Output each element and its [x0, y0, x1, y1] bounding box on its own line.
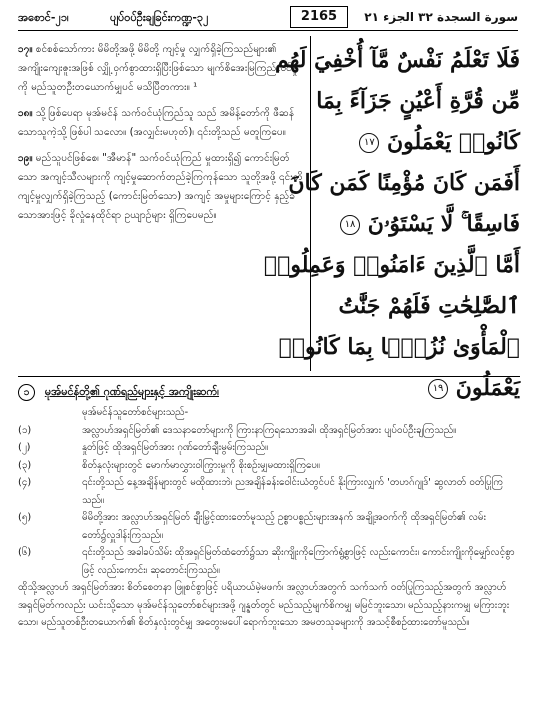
page-number: 2165 — [290, 6, 348, 28]
verse-number: ၁၉။ — [18, 153, 33, 164]
arabic-line — [318, 368, 520, 409]
notes-divider — [18, 376, 520, 377]
notes-title: မုအ်မင်န်တို့၏ ဂုဏ်ရည်များနှင့် အကျိုးဆက်၊ — [44, 385, 220, 398]
arabic-column — [263, 40, 520, 409]
note-item-text: ၎င်းတို့သည် နေ့အချိန်များတွင် မထိုထားဘဲ၊ ညအချိန်ခန်းဝေါင်းယံတွင်ပင် နိုးကြားလျှက် 'တဟဂ်ဂျုဒ်' ဆွလာတ် ဝတ်ပြုကြသည်။ — [82, 477, 503, 506]
notes-heading — [18, 384, 219, 401]
notes-paragraph: ထိုသို့အလ္လာဟ် အရှင်မြတ်အား စိတ်စေတနာ ဖြူစင်စွာဖြင့် ပရိယာယ်မဲ့မဖက်၊ အလ္လာဟ်အတွက် သက်သက် ဝတ်ပြုကြသည့်အတွက် အလ္လာဟ်အရှင်မြတ်ကလည်း ယင်းသို့သော မုအ်မင်န်သူတော်စင်များအဖို့ ဂျန္နတ်တွင် မည်သည့်မျက်စိကမျှ မမြင်ဘူးသော၊ မည်သည့်နားကမျှ မကြားဘူးသော၊ မည်သူတစ်ဦးတယောက်၏ စိတ်နှလုံးတွင်မျှ အတွေးမပေါ်ရောက်ဘူးသော အမတသုခများကို အသင့်စီစဉ်ထားတော်မူသည်။ — [18, 582, 510, 628]
verse-translation — [18, 149, 308, 225]
verse-number: ၁၈။ — [18, 108, 33, 119]
verse-number: ၁၇။ — [18, 44, 33, 55]
arabic-line: أَفَمَن كَانَ مُؤْمِنًا كَمَن كَانَ — [288, 170, 520, 196]
verse-text: စင်စစ်သော်ကား မိမိတို့အဖို့ မိမိတို့ ကျင့်မှု လျှက်ရှိခဲ့ကြသည်များ၏ အကျိုးကျေးဇူးအဖြစ် လျှို့ ဝှက်စွာထားရှိပြီးဖြစ်သော မျက်စိအေးမြကြည်လင်မှု ကို မည်သူတဦးတယောက်မျှပင် မသိပြီတကား။ ¹ — [18, 44, 298, 93]
verse-text: မည်သူပင်ဖြစ်စေ၊ "အီမာန်" သက်ဝင်ယုံကြည် မှုထားရှိ၍ ကောင်းမြတ်သော အကျင့်သီလများကို ကျင့်မှုဆောက်တည်ခဲ့ကြကုန်သော သူတို့အဖို့ ၎င်းတို့ ကျင့်မှုလျှက်ရှိခဲ့ကြသည့် (ကောင်းမြတ်သော) အကျင့် အမှုများကြောင့် နှည့်ခံသောအားဖြင့် ခိုလှုံနေထိုင်ရာ ဥယျာဉ်များ ရှိကြပေမည်။ — [18, 153, 303, 221]
note-item-text: မိမိတို့အား အလ္လာဟ်အရှင်မြတ် ချီးမြှင့်ထားတော်မူသည့် ဥစ္စာပစ္စည်းများအနက် အချို့အဝက်ကို ထိုအရှင်မြတ်၏ လမ်းတော်၌လှူဒါန်းကြသည်။ — [82, 512, 486, 541]
arabic-text: فَاسِقًا ۚ لَّا يَسْتَوُۥنَ — [367, 211, 520, 237]
verse-translation — [18, 104, 308, 142]
note-marker: ၁ — [18, 384, 35, 401]
arabic-line: فَلَا تَعْلَمُ نَفْسٌ مَّآ أُخْفِيَ لَهُم — [274, 47, 520, 73]
note-item — [18, 439, 520, 457]
note-item — [18, 474, 520, 509]
verse-translation — [18, 40, 308, 97]
ayah-number-marker: ١٨ — [340, 215, 360, 235]
note-item-label: (၃) — [18, 459, 32, 471]
arabic-line — [318, 122, 520, 163]
note-item-text: စိတ်နှလုံးများတွင် မောက်မာလွှားဝါကြွားမှုကို စိုးစဉ်းမျှမထားရှိကြပေ။ — [82, 459, 320, 471]
note-item-label: (၆) — [18, 547, 32, 558]
page-header — [18, 8, 518, 31]
notes-body — [18, 404, 520, 632]
notes-intro: မုအ်မင်န်သူတော်စင်များသည်- — [82, 407, 189, 418]
note-item — [18, 422, 520, 440]
note-item — [18, 544, 520, 579]
arabic-line — [318, 204, 520, 245]
note-item-text: အလ္လာဟ်အရှင်မြတ်၏ ဒေသနာတော်များကို ကြားနာကြရသောအခါ၊ ထိုအရှင်မြတ်အား ပျပ်ဝပ်ဦးချကြသည်။ — [82, 424, 457, 436]
note-item-label: (၂) — [18, 442, 31, 453]
note-item — [18, 457, 520, 475]
note-item-label: (၅) — [18, 512, 32, 523]
ayah-number-marker: ١٩ — [428, 379, 448, 399]
note-item-label: (၄) — [18, 477, 32, 488]
arabic-text: كَانُوا۟ يَعْمَلُونَ — [387, 129, 520, 155]
header-arabic: سورة السجدة ٣٢ الجزء ٢١ — [364, 10, 518, 24]
translation-column — [18, 40, 308, 232]
arabic-line: ٱلْمَأْوَىٰ نُزُلًۢا بِمَا كَانُوا۟ — [278, 334, 520, 360]
note-item-text: ၎င်းတို့သည် အခါခပ်သိမ်း ထိုအရှင်မြတ်ထံတော်၌သာ ဆိုးကျိုးကိုကြောက်ရွံ့စွာဖြင့် လည်းကောင်း၊ ကောင်းကျိုးကိုမျှော်လင့်စွာဖြင့် လည်းကောင်း၊ ဆုတောင်းကြသည်။ — [82, 547, 515, 576]
ayah-number-marker: ١٧ — [359, 133, 379, 153]
header-volume: အစောင်-၂၁၊ — [18, 11, 69, 24]
arabic-line: مِّن قُرَّةِ أَعْيُنٍ جَزَآءً بِمَا — [316, 88, 520, 114]
note-item — [18, 509, 520, 544]
arabic-line: ٱلصَّٰلِحَٰتِ فَلَهُمْ جَنَّٰتُ — [338, 293, 520, 319]
note-item-label: (၁) — [18, 424, 32, 436]
arabic-line: أَمَّا ٱلَّذِينَ ءَامَنُوا۟ وَعَمِلُوا۟ — [263, 252, 520, 278]
note-item-text: နှုတ်ဖြင့် ထိုအရှင်မြတ်အား ဂုဏ်တော်ချီးမွမ်းကြသည်။ — [82, 442, 269, 453]
arabic-text: يَعْمَلُونَ — [455, 375, 520, 401]
header-chapter: ပျပ်ဝပ်ဦးချခြင်းကဏ္ဍ-၃၂ — [110, 11, 209, 24]
verse-text: သို့ဖြစ်ပေရာ မုအ်မင်န် သက်ဝင်ယုံကြည်သူ သည် အမိန့်တော်ကို ဖီဆန်သောသူကဲ့သို့ ဖြစ်ပါ သလော။ (အလျှင်းမဟုတ်)၊ ၎င်းတို့သည် မတူကြပေ။ — [18, 108, 295, 138]
